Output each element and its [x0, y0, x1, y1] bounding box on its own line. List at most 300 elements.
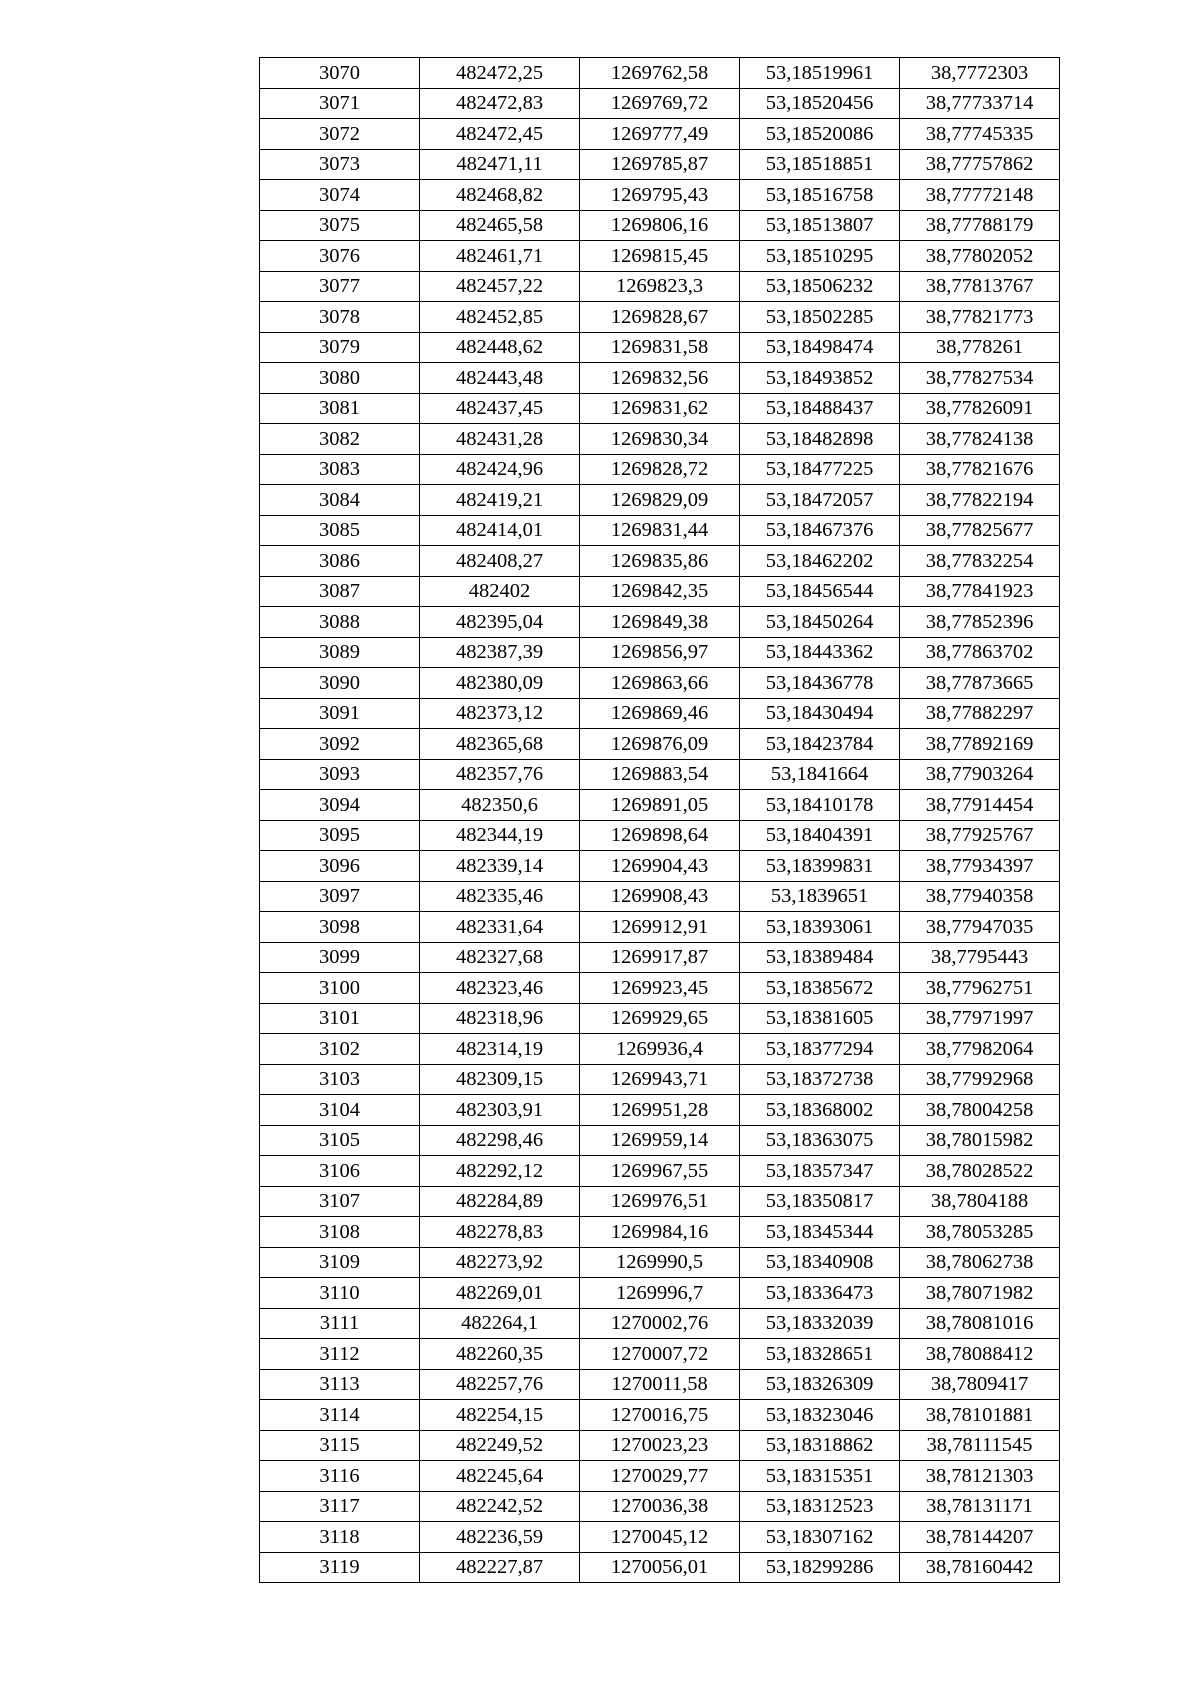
longitude-cell: 38,77832254: [900, 546, 1060, 577]
y-coordinate-cell: 1269929,65: [580, 1003, 740, 1034]
point-number-cell: 3077: [260, 271, 420, 302]
y-coordinate-cell: 1269828,72: [580, 454, 740, 485]
y-coordinate-cell: 1269908,43: [580, 881, 740, 912]
latitude-cell: 53,18357347: [740, 1156, 900, 1187]
point-number-cell: 3081: [260, 393, 420, 424]
longitude-cell: 38,7804188: [900, 1186, 1060, 1217]
longitude-cell: 38,78004258: [900, 1095, 1060, 1126]
y-coordinate-cell: 1269785,87: [580, 149, 740, 180]
latitude-cell: 53,18336473: [740, 1278, 900, 1309]
table-row: [260, 454, 1060, 485]
y-coordinate-cell: 1269795,43: [580, 180, 740, 211]
longitude-cell: 38,7772303: [900, 58, 1060, 89]
y-coordinate-cell: 1269923,45: [580, 973, 740, 1004]
longitude-cell: 38,78071982: [900, 1278, 1060, 1309]
point-number-cell: 3117: [260, 1491, 420, 1522]
point-number-cell: 3112: [260, 1339, 420, 1370]
point-number-cell: 3080: [260, 363, 420, 394]
table-row: [260, 1308, 1060, 1339]
y-coordinate-cell: 1269876,09: [580, 729, 740, 760]
longitude-cell: 38,77813767: [900, 271, 1060, 302]
table-row: [260, 1217, 1060, 1248]
longitude-cell: 38,77892169: [900, 729, 1060, 760]
x-coordinate-cell: 482335,46: [420, 881, 580, 912]
table-row: [260, 1461, 1060, 1492]
x-coordinate-cell: 482249,52: [420, 1430, 580, 1461]
point-number-cell: 3113: [260, 1369, 420, 1400]
y-coordinate-cell: 1269856,97: [580, 637, 740, 668]
table-row: [260, 1034, 1060, 1065]
y-coordinate-cell: 1269996,7: [580, 1278, 740, 1309]
longitude-cell: 38,77992968: [900, 1064, 1060, 1095]
x-coordinate-cell: 482264,1: [420, 1308, 580, 1339]
latitude-cell: 53,18430494: [740, 698, 900, 729]
x-coordinate-cell: 482414,01: [420, 515, 580, 546]
y-coordinate-cell: 1270002,76: [580, 1308, 740, 1339]
longitude-cell: 38,77821773: [900, 302, 1060, 333]
y-coordinate-cell: 1269943,71: [580, 1064, 740, 1095]
y-coordinate-cell: 1269863,66: [580, 668, 740, 699]
table-row: [260, 119, 1060, 150]
table-row: [260, 942, 1060, 973]
table-row: [260, 1430, 1060, 1461]
longitude-cell: 38,77971997: [900, 1003, 1060, 1034]
x-coordinate-cell: 482419,21: [420, 485, 580, 516]
table-row: [260, 729, 1060, 760]
y-coordinate-cell: 1269815,45: [580, 241, 740, 272]
longitude-cell: 38,77757862: [900, 149, 1060, 180]
point-number-cell: 3100: [260, 973, 420, 1004]
point-number-cell: 3116: [260, 1461, 420, 1492]
table-row: [260, 271, 1060, 302]
x-coordinate-cell: 482468,82: [420, 180, 580, 211]
point-number-cell: 3074: [260, 180, 420, 211]
y-coordinate-cell: 1269829,09: [580, 485, 740, 516]
latitude-cell: 53,18363075: [740, 1125, 900, 1156]
y-coordinate-cell: 1269951,28: [580, 1095, 740, 1126]
latitude-cell: 53,18323046: [740, 1400, 900, 1431]
table-row: [260, 180, 1060, 211]
table-row: [260, 973, 1060, 1004]
y-coordinate-cell: 1269831,62: [580, 393, 740, 424]
y-coordinate-cell: 1269828,67: [580, 302, 740, 333]
table-row: [260, 302, 1060, 333]
point-number-cell: 3098: [260, 912, 420, 943]
y-coordinate-cell: 1269769,72: [580, 88, 740, 119]
longitude-cell: 38,77947035: [900, 912, 1060, 943]
point-number-cell: 3102: [260, 1034, 420, 1065]
y-coordinate-cell: 1269869,46: [580, 698, 740, 729]
x-coordinate-cell: 482227,87: [420, 1552, 580, 1583]
point-number-cell: 3111: [260, 1308, 420, 1339]
latitude-cell: 53,18404391: [740, 820, 900, 851]
longitude-cell: 38,78101881: [900, 1400, 1060, 1431]
latitude-cell: 53,18443362: [740, 637, 900, 668]
x-coordinate-cell: 482278,83: [420, 1217, 580, 1248]
latitude-cell: 53,18482898: [740, 424, 900, 455]
longitude-cell: 38,78028522: [900, 1156, 1060, 1187]
x-coordinate-cell: 482395,04: [420, 607, 580, 638]
longitude-cell: 38,77822194: [900, 485, 1060, 516]
table-row: [260, 637, 1060, 668]
table-row: [260, 393, 1060, 424]
x-coordinate-cell: 482357,76: [420, 759, 580, 790]
latitude-cell: 53,18488437: [740, 393, 900, 424]
latitude-cell: 53,18315351: [740, 1461, 900, 1492]
latitude-cell: 53,18326309: [740, 1369, 900, 1400]
longitude-cell: 38,78081016: [900, 1308, 1060, 1339]
table-row: [260, 424, 1060, 455]
x-coordinate-cell: 482318,96: [420, 1003, 580, 1034]
table-row: [260, 1552, 1060, 1583]
y-coordinate-cell: 1269898,64: [580, 820, 740, 851]
latitude-cell: 53,18385672: [740, 973, 900, 1004]
x-coordinate-cell: 482472,83: [420, 88, 580, 119]
x-coordinate-cell: 482431,28: [420, 424, 580, 455]
x-coordinate-cell: 482350,6: [420, 790, 580, 821]
x-coordinate-cell: 482314,19: [420, 1034, 580, 1065]
longitude-cell: 38,77802052: [900, 241, 1060, 272]
point-number-cell: 3088: [260, 607, 420, 638]
table-row: [260, 790, 1060, 821]
point-number-cell: 3082: [260, 424, 420, 455]
longitude-cell: 38,77821676: [900, 454, 1060, 485]
point-number-cell: 3083: [260, 454, 420, 485]
point-number-cell: 3091: [260, 698, 420, 729]
latitude-cell: 53,18436778: [740, 668, 900, 699]
point-number-cell: 3095: [260, 820, 420, 851]
latitude-cell: 53,18368002: [740, 1095, 900, 1126]
y-coordinate-cell: 1270023,23: [580, 1430, 740, 1461]
point-number-cell: 3070: [260, 58, 420, 89]
latitude-cell: 53,18381605: [740, 1003, 900, 1034]
x-coordinate-cell: 482292,12: [420, 1156, 580, 1187]
point-number-cell: 3076: [260, 241, 420, 272]
table-row: [260, 1156, 1060, 1187]
x-coordinate-cell: 482465,58: [420, 210, 580, 241]
latitude-cell: 53,18493852: [740, 363, 900, 394]
latitude-cell: 53,18377294: [740, 1034, 900, 1065]
point-number-cell: 3086: [260, 546, 420, 577]
latitude-cell: 53,18332039: [740, 1308, 900, 1339]
latitude-cell: 53,18318862: [740, 1430, 900, 1461]
point-number-cell: 3107: [260, 1186, 420, 1217]
latitude-cell: 53,18513807: [740, 210, 900, 241]
table-row: [260, 698, 1060, 729]
table-row: [260, 881, 1060, 912]
table-row: [260, 1278, 1060, 1309]
longitude-cell: 38,778261: [900, 332, 1060, 363]
table-row: [260, 576, 1060, 607]
y-coordinate-cell: 1269976,51: [580, 1186, 740, 1217]
latitude-cell: 53,18350817: [740, 1186, 900, 1217]
x-coordinate-cell: 482373,12: [420, 698, 580, 729]
x-coordinate-cell: 482402: [420, 576, 580, 607]
longitude-cell: 38,77863702: [900, 637, 1060, 668]
table-row: [260, 1369, 1060, 1400]
x-coordinate-cell: 482452,85: [420, 302, 580, 333]
x-coordinate-cell: 482323,46: [420, 973, 580, 1004]
y-coordinate-cell: 1269762,58: [580, 58, 740, 89]
longitude-cell: 38,78144207: [900, 1522, 1060, 1553]
table-row: [260, 668, 1060, 699]
point-number-cell: 3096: [260, 851, 420, 882]
y-coordinate-cell: 1269823,3: [580, 271, 740, 302]
y-coordinate-cell: 1270056,01: [580, 1552, 740, 1583]
x-coordinate-cell: 482273,92: [420, 1247, 580, 1278]
table-row: [260, 58, 1060, 89]
x-coordinate-cell: 482257,76: [420, 1369, 580, 1400]
latitude-cell: 53,18516758: [740, 180, 900, 211]
latitude-cell: 53,18520086: [740, 119, 900, 150]
y-coordinate-cell: 1269883,54: [580, 759, 740, 790]
y-coordinate-cell: 1269831,44: [580, 515, 740, 546]
table-row: [260, 1522, 1060, 1553]
longitude-cell: 38,78015982: [900, 1125, 1060, 1156]
point-number-cell: 3103: [260, 1064, 420, 1095]
x-coordinate-cell: 482443,48: [420, 363, 580, 394]
point-number-cell: 3093: [260, 759, 420, 790]
x-coordinate-cell: 482327,68: [420, 942, 580, 973]
longitude-cell: 38,77824138: [900, 424, 1060, 455]
table-row: [260, 515, 1060, 546]
y-coordinate-cell: 1269806,16: [580, 210, 740, 241]
y-coordinate-cell: 1269917,87: [580, 942, 740, 973]
table-row: [260, 1064, 1060, 1095]
longitude-cell: 38,77772148: [900, 180, 1060, 211]
x-coordinate-cell: 482471,11: [420, 149, 580, 180]
y-coordinate-cell: 1270007,72: [580, 1339, 740, 1370]
coordinates-table-body: [260, 58, 1060, 1583]
x-coordinate-cell: 482472,45: [420, 119, 580, 150]
y-coordinate-cell: 1269835,86: [580, 546, 740, 577]
longitude-cell: 38,78111545: [900, 1430, 1060, 1461]
point-number-cell: 3115: [260, 1430, 420, 1461]
x-coordinate-cell: 482387,39: [420, 637, 580, 668]
x-coordinate-cell: 482303,91: [420, 1095, 580, 1126]
y-coordinate-cell: 1269777,49: [580, 119, 740, 150]
y-coordinate-cell: 1270029,77: [580, 1461, 740, 1492]
point-number-cell: 3071: [260, 88, 420, 119]
x-coordinate-cell: 482245,64: [420, 1461, 580, 1492]
point-number-cell: 3084: [260, 485, 420, 516]
x-coordinate-cell: 482298,46: [420, 1125, 580, 1156]
table-row: [260, 149, 1060, 180]
latitude-cell: 53,18307162: [740, 1522, 900, 1553]
latitude-cell: 53,18345344: [740, 1217, 900, 1248]
point-number-cell: 3109: [260, 1247, 420, 1278]
y-coordinate-cell: 1269904,43: [580, 851, 740, 882]
x-coordinate-cell: 482339,14: [420, 851, 580, 882]
x-coordinate-cell: 482242,52: [420, 1491, 580, 1522]
y-coordinate-cell: 1270036,38: [580, 1491, 740, 1522]
point-number-cell: 3119: [260, 1552, 420, 1583]
table-row: [260, 546, 1060, 577]
longitude-cell: 38,77873665: [900, 668, 1060, 699]
y-coordinate-cell: 1269849,38: [580, 607, 740, 638]
latitude-cell: 53,18472057: [740, 485, 900, 516]
table-row: [260, 1095, 1060, 1126]
longitude-cell: 38,77934397: [900, 851, 1060, 882]
x-coordinate-cell: 482260,35: [420, 1339, 580, 1370]
table-row: [260, 88, 1060, 119]
point-number-cell: 3108: [260, 1217, 420, 1248]
latitude-cell: 53,1839651: [740, 881, 900, 912]
longitude-cell: 38,78160442: [900, 1552, 1060, 1583]
latitude-cell: 53,18467376: [740, 515, 900, 546]
x-coordinate-cell: 482457,22: [420, 271, 580, 302]
x-coordinate-cell: 482472,25: [420, 58, 580, 89]
longitude-cell: 38,78121303: [900, 1461, 1060, 1492]
latitude-cell: 53,18399831: [740, 851, 900, 882]
longitude-cell: 38,77827534: [900, 363, 1060, 394]
y-coordinate-cell: 1269984,16: [580, 1217, 740, 1248]
table-row: [260, 851, 1060, 882]
latitude-cell: 53,18510295: [740, 241, 900, 272]
table-row: [260, 912, 1060, 943]
longitude-cell: 38,77852396: [900, 607, 1060, 638]
point-number-cell: 3106: [260, 1156, 420, 1187]
longitude-cell: 38,77940358: [900, 881, 1060, 912]
x-coordinate-cell: 482344,19: [420, 820, 580, 851]
y-coordinate-cell: 1269936,4: [580, 1034, 740, 1065]
latitude-cell: 53,18506232: [740, 271, 900, 302]
latitude-cell: 53,18299286: [740, 1552, 900, 1583]
table-row: [260, 1003, 1060, 1034]
latitude-cell: 53,18498474: [740, 332, 900, 363]
point-number-cell: 3097: [260, 881, 420, 912]
latitude-cell: 53,18393061: [740, 912, 900, 943]
longitude-cell: 38,77825677: [900, 515, 1060, 546]
x-coordinate-cell: 482309,15: [420, 1064, 580, 1095]
latitude-cell: 53,18477225: [740, 454, 900, 485]
longitude-cell: 38,77914454: [900, 790, 1060, 821]
point-number-cell: 3099: [260, 942, 420, 973]
latitude-cell: 53,18518851: [740, 149, 900, 180]
y-coordinate-cell: 1269832,56: [580, 363, 740, 394]
longitude-cell: 38,78053285: [900, 1217, 1060, 1248]
x-coordinate-cell: 482424,96: [420, 454, 580, 485]
x-coordinate-cell: 482408,27: [420, 546, 580, 577]
point-number-cell: 3114: [260, 1400, 420, 1431]
latitude-cell: 53,18410178: [740, 790, 900, 821]
y-coordinate-cell: 1269912,91: [580, 912, 740, 943]
latitude-cell: 53,1841664: [740, 759, 900, 790]
x-coordinate-cell: 482365,68: [420, 729, 580, 760]
latitude-cell: 53,18520456: [740, 88, 900, 119]
latitude-cell: 53,18372738: [740, 1064, 900, 1095]
point-number-cell: 3072: [260, 119, 420, 150]
y-coordinate-cell: 1269830,34: [580, 424, 740, 455]
latitude-cell: 53,18312523: [740, 1491, 900, 1522]
longitude-cell: 38,77982064: [900, 1034, 1060, 1065]
x-coordinate-cell: 482269,01: [420, 1278, 580, 1309]
longitude-cell: 38,77882297: [900, 698, 1060, 729]
x-coordinate-cell: 482437,45: [420, 393, 580, 424]
point-number-cell: 3118: [260, 1522, 420, 1553]
longitude-cell: 38,78088412: [900, 1339, 1060, 1370]
y-coordinate-cell: 1269990,5: [580, 1247, 740, 1278]
point-number-cell: 3079: [260, 332, 420, 363]
longitude-cell: 38,78131171: [900, 1491, 1060, 1522]
table-row: [260, 1125, 1060, 1156]
y-coordinate-cell: 1269891,05: [580, 790, 740, 821]
point-number-cell: 3090: [260, 668, 420, 699]
y-coordinate-cell: 1269959,14: [580, 1125, 740, 1156]
table-row: [260, 1491, 1060, 1522]
longitude-cell: 38,7809417: [900, 1369, 1060, 1400]
longitude-cell: 38,7795443: [900, 942, 1060, 973]
point-number-cell: 3075: [260, 210, 420, 241]
latitude-cell: 53,18519961: [740, 58, 900, 89]
table-row: [260, 1247, 1060, 1278]
point-number-cell: 3089: [260, 637, 420, 668]
table-row: [260, 363, 1060, 394]
x-coordinate-cell: 482254,15: [420, 1400, 580, 1431]
point-number-cell: 3110: [260, 1278, 420, 1309]
latitude-cell: 53,18456544: [740, 576, 900, 607]
table-row: [260, 1400, 1060, 1431]
table-row: [260, 820, 1060, 851]
point-number-cell: 3085: [260, 515, 420, 546]
table-row: [260, 332, 1060, 363]
longitude-cell: 38,77841923: [900, 576, 1060, 607]
table-row: [260, 607, 1060, 638]
x-coordinate-cell: 482380,09: [420, 668, 580, 699]
table-row: [260, 210, 1060, 241]
y-coordinate-cell: 1269842,35: [580, 576, 740, 607]
longitude-cell: 38,77826091: [900, 393, 1060, 424]
longitude-cell: 38,77962751: [900, 973, 1060, 1004]
x-coordinate-cell: 482461,71: [420, 241, 580, 272]
latitude-cell: 53,18450264: [740, 607, 900, 638]
coordinates-table: [259, 57, 1060, 1583]
latitude-cell: 53,18423784: [740, 729, 900, 760]
longitude-cell: 38,77745335: [900, 119, 1060, 150]
x-coordinate-cell: 482448,62: [420, 332, 580, 363]
y-coordinate-cell: 1269967,55: [580, 1156, 740, 1187]
point-number-cell: 3073: [260, 149, 420, 180]
longitude-cell: 38,77903264: [900, 759, 1060, 790]
table-row: [260, 485, 1060, 516]
table-row: [260, 1339, 1060, 1370]
point-number-cell: 3092: [260, 729, 420, 760]
y-coordinate-cell: 1270045,12: [580, 1522, 740, 1553]
point-number-cell: 3105: [260, 1125, 420, 1156]
longitude-cell: 38,77788179: [900, 210, 1060, 241]
point-number-cell: 3087: [260, 576, 420, 607]
y-coordinate-cell: 1270016,75: [580, 1400, 740, 1431]
latitude-cell: 53,18389484: [740, 942, 900, 973]
table-row: [260, 1186, 1060, 1217]
point-number-cell: 3094: [260, 790, 420, 821]
latitude-cell: 53,18328651: [740, 1339, 900, 1370]
point-number-cell: 3101: [260, 1003, 420, 1034]
table-row: [260, 759, 1060, 790]
latitude-cell: 53,18462202: [740, 546, 900, 577]
x-coordinate-cell: 482331,64: [420, 912, 580, 943]
longitude-cell: 38,77733714: [900, 88, 1060, 119]
x-coordinate-cell: 482236,59: [420, 1522, 580, 1553]
point-number-cell: 3104: [260, 1095, 420, 1126]
table-row: [260, 241, 1060, 272]
x-coordinate-cell: 482284,89: [420, 1186, 580, 1217]
longitude-cell: 38,77925767: [900, 820, 1060, 851]
point-number-cell: 3078: [260, 302, 420, 333]
latitude-cell: 53,18340908: [740, 1247, 900, 1278]
longitude-cell: 38,78062738: [900, 1247, 1060, 1278]
y-coordinate-cell: 1269831,58: [580, 332, 740, 363]
